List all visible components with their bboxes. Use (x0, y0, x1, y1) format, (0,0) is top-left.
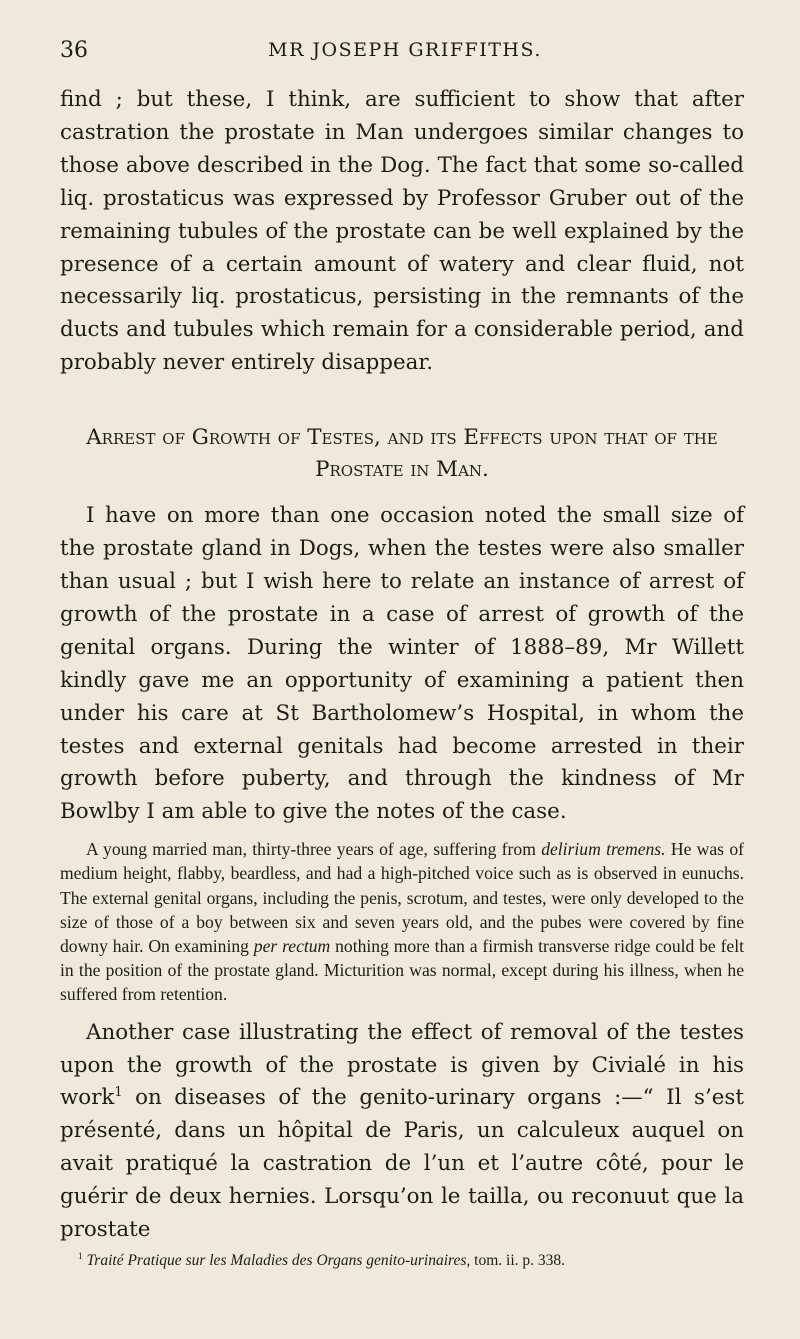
footnote (60, 1251, 744, 1271)
paragraph-civiale (60, 1017, 744, 1247)
page-number: 36 (60, 38, 88, 63)
footnote-marker: 1 (78, 1251, 83, 1262)
page-body (60, 84, 744, 1271)
case-notes-text-c: nothing more than a firmish transverse ridge could be felt in the position of the prostate gland. Micturition was normal, except during his illness, when he suffered from retention. (60, 936, 745, 1005)
case-notes-per-rectum: per rectum (253, 936, 331, 957)
paragraph-civiale-text-a: Another case illustrating the effect of removal of the testes upon the growth of the prostate is given by Civialé in his work (60, 1019, 744, 1111)
paragraph-continued: find ; but these, I think, are sufficient to show that after castration the prostate in Man undergoes similar changes to those above described in the Dog. The fact that some so-called liq. prostaticus was expressed by Professor Gruber out of the remaining tubules of the prostate can be well explained by the presence of a certain amount of watery and clear fluid, not necessarily liq. prostaticus, persisting in the remnants of the ducts and tubules which remain for a considerable period, and probably never entirely disappear. (60, 87, 744, 376)
footnote-reference: 1 (114, 1085, 123, 1101)
case-notes-text-b: He was of medium height, flabby, beardless, and had a high-pitched voice such as is observed in eunuchs. The external genital organs, including the penis, scrotum, and testes, were only developed to the size of those of a boy between six and seven years old, and the pubes were covered by fine downy hair. On examining (60, 839, 744, 957)
running-head: MR JOSEPH GRIFFITHS. (268, 39, 542, 61)
case-notes-delirium: delirium tremens. (541, 839, 666, 860)
case-notes (60, 837, 744, 1006)
section-heading: Arrest of Growth of Testes, and its Effects upon that of the Prostate in Man. (86, 425, 718, 483)
footnote-title: Traité Pratique sur les Maladies des Organs genito-urinaires, (86, 1251, 471, 1269)
case-notes-text-a: A young married man, thirty-three years of age, suffering from (86, 839, 536, 860)
page-header (60, 38, 750, 72)
footnote-rest: tom. ii. p. 338. (474, 1251, 566, 1269)
paragraph-case-intro: I have on more than one occasion noted the small size of the prostate gland in Dogs, when the testes were also smaller than usual ; but I wish here to relate an instance of arrest of growth of the prostate in a case of arrest of growth of the genital organs. During the winter of 1888–89, Mr Willett kindly gave me an opportunity of examining a patient then under his care at St Bartholomew’s Hospital, in whom the testes and external genitals had become arrested in their growth before puberty, and through the kindness of Mr Bowlby I am able to give the notes of the case. (60, 503, 744, 825)
paragraph-civiale-text-b: on diseases of the genito-urinary organs :—“ Il s’est présenté, dans un hôpital de Paris, un calculeux auquel on avait pratiqué la castration de l’un et l’autre côté, pour le guérir de deux hernies. Lorsqu’on le tailla, ou reconuut que la prostate (60, 1085, 744, 1243)
